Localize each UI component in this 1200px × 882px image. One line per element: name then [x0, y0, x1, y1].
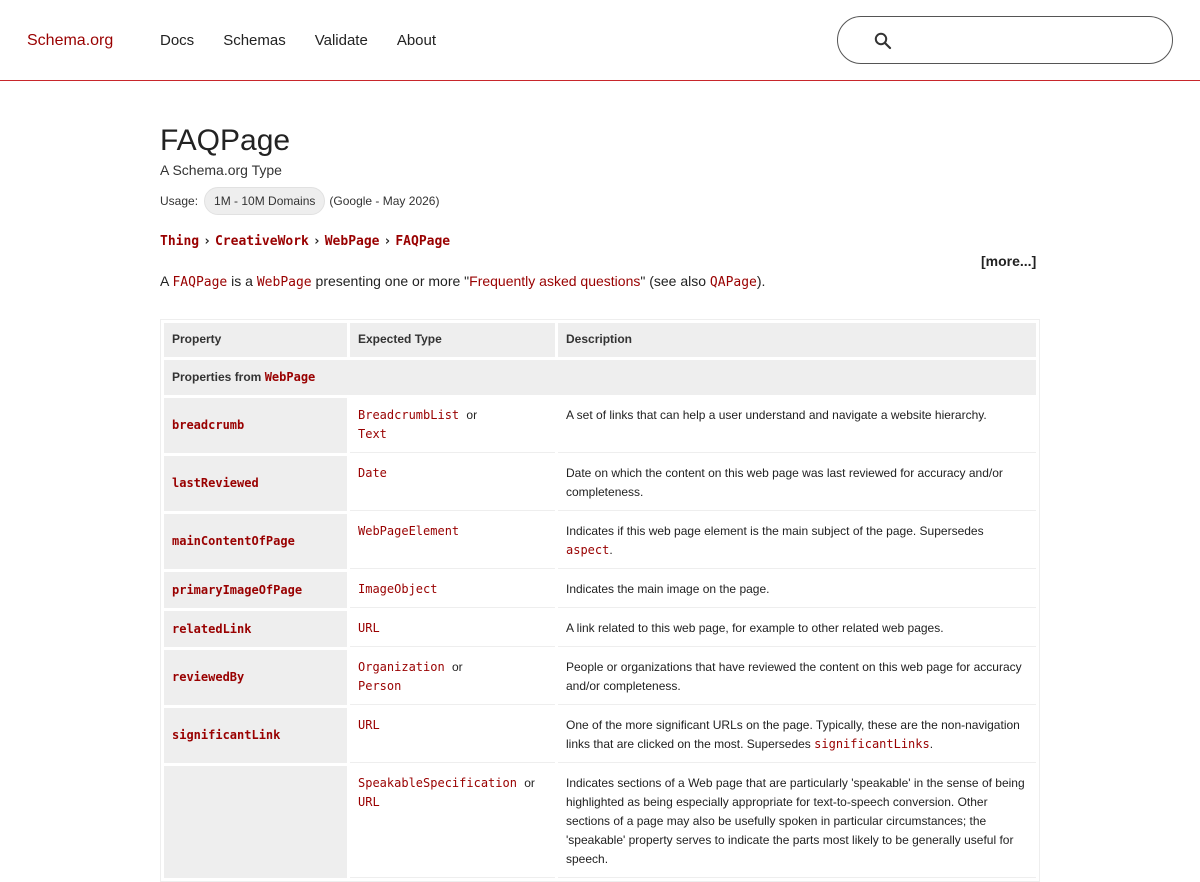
property-link[interactable]: lastReviewed [172, 476, 259, 490]
description-link-webpage[interactable]: WebPage [256, 275, 312, 290]
breadcrumb-faqpage[interactable]: FAQPage [395, 234, 451, 249]
property-name-cell [164, 766, 347, 878]
nav-about[interactable]: About [396, 32, 437, 49]
expected-type-cell [350, 514, 555, 569]
breadcrumb-separator: › [383, 234, 392, 249]
table-row [164, 611, 1036, 647]
expected-type-cell [350, 572, 555, 608]
page-subtitle: A Schema.org Type [160, 162, 282, 178]
type-link[interactable]: SpeakableSpecification [358, 776, 517, 790]
search-box[interactable] [837, 16, 1173, 64]
breadcrumb-separator: › [312, 234, 321, 249]
search-icon[interactable] [874, 32, 892, 50]
or-text: or [466, 408, 478, 422]
or-text: or [451, 660, 463, 674]
usage-info [160, 187, 439, 215]
property-name-cell [164, 650, 347, 705]
description-cell [558, 514, 1036, 569]
breadcrumb-separator: › [203, 234, 211, 249]
group-header [164, 360, 1036, 395]
property-name-cell [164, 514, 347, 569]
description-cell [558, 456, 1036, 511]
description-text: Indicates if this web page element is the main subject of the page. Supersedes [566, 524, 984, 538]
properties-body [164, 360, 1036, 878]
description-text: " (see also [640, 273, 710, 289]
description-cell [558, 398, 1036, 453]
property-name-cell [164, 611, 347, 647]
property-link[interactable]: relatedLink [172, 621, 252, 636]
description-cell [558, 766, 1036, 878]
table-row [164, 514, 1036, 569]
type-link[interactable]: ImageObject [358, 582, 438, 596]
description-text: . [609, 543, 613, 557]
more-link[interactable]: [more...] [981, 253, 1037, 269]
type-link[interactable]: URL [358, 718, 380, 732]
type-link[interactable]: BreadcrumbList [358, 408, 460, 422]
property-name-cell [164, 456, 347, 511]
usage-source: (Google - May 2026) [329, 194, 440, 208]
description-text: presenting one or more " [311, 273, 470, 289]
expected-type-cell [350, 766, 555, 878]
property-link[interactable]: breadcrumb [172, 418, 245, 432]
site-logo[interactable]: Schema.org [27, 32, 114, 49]
table-row [164, 398, 1036, 453]
property-name-cell [164, 398, 347, 453]
property-name-cell [164, 708, 347, 763]
table-row [164, 708, 1036, 763]
description-text: A [160, 273, 173, 289]
group-label: Properties from [172, 370, 265, 384]
description-cell [558, 611, 1036, 647]
property-link[interactable]: mainContentOfPage [172, 534, 295, 548]
description-text: A set of links that can help a user understand and navigate a website hierarchy. [566, 408, 987, 422]
description-text: People or organizations that have reviewed the content on this web page for accuracy and/or completeness. [566, 660, 1022, 693]
description-text: One of the more significant URLs on the page. Typically, these are the non-navigation links that are clicked on the most. Supersedes [566, 718, 1020, 751]
expected-type-cell [350, 650, 555, 705]
description-cell [558, 708, 1036, 763]
table-row [164, 766, 1036, 878]
table-row [164, 650, 1036, 705]
description-text: A link related to this web page, for example to other related web pages. [566, 621, 944, 635]
type-description [160, 273, 765, 290]
property-link[interactable]: significantLink [172, 728, 281, 742]
nav-validate[interactable]: Validate [314, 32, 368, 49]
expected-type-cell [350, 708, 555, 763]
expected-type-cell [350, 398, 555, 453]
description-text: ). [756, 273, 766, 289]
description-text: Date on which the content on this web page was last reviewed for accuracy and/or completeness. [566, 466, 1003, 499]
breadcrumb-webpage[interactable]: WebPage [324, 234, 380, 249]
search-input[interactable] [902, 27, 1152, 55]
usage-badge: 1M - 10M Domains [204, 187, 325, 215]
page-title: FAQPage [160, 124, 291, 157]
description-cell [558, 572, 1036, 608]
supersedes-link[interactable]: aspect [566, 543, 610, 557]
site-header [0, 0, 1200, 81]
group-link-webpage[interactable]: WebPage [264, 370, 316, 384]
table-row [164, 456, 1036, 511]
property-link[interactable]: reviewedBy [172, 670, 245, 684]
breadcrumb-thing[interactable]: Thing [160, 234, 200, 249]
type-link[interactable]: WebPageElement [358, 524, 460, 538]
type-link[interactable]: URL [358, 621, 380, 635]
nav-docs[interactable]: Docs [160, 32, 195, 49]
header-property: Property [164, 323, 347, 357]
property-name-cell [164, 572, 347, 608]
table-header-row [164, 323, 1036, 357]
type-link[interactable]: Person [358, 679, 402, 693]
type-link[interactable]: Text [358, 427, 387, 441]
expected-type-cell [350, 456, 555, 511]
type-link[interactable]: URL [358, 795, 380, 809]
breadcrumb-creativework[interactable]: CreativeWork [214, 234, 309, 249]
header-description: Description [558, 323, 1036, 357]
group-row [164, 360, 1036, 395]
type-link[interactable]: Date [358, 466, 387, 480]
header-expected-type: Expected Type [350, 323, 555, 357]
table-row [164, 572, 1036, 608]
property-link[interactable]: primaryImageOfPage [172, 582, 303, 597]
description-text: . [929, 737, 934, 751]
description-link-qapage[interactable]: QAPage [709, 275, 757, 290]
description-link-faq[interactable]: Frequently asked questions [469, 273, 641, 289]
supersedes-link[interactable]: significantLinks [814, 737, 930, 751]
type-link[interactable]: Organization [358, 660, 445, 674]
properties-table [160, 319, 1040, 882]
description-text: is a [227, 273, 257, 289]
description-text: Indicates the main image on the page. [566, 582, 770, 596]
description-text: Indicates sections of a Web page that are particularly 'speakable' in the sense of being highlighted as being especially appropriate for text-to-speech conversion. Other sections of a page may also be usefully spoken in particular circumstances; the 'speakable' property serves to indicate the parts most likely to be generally useful for speech. [566, 776, 1025, 866]
breadcrumb [160, 234, 450, 249]
main-nav [160, 31, 465, 51]
expected-type-cell [350, 611, 555, 647]
usage-label: Usage: [160, 194, 199, 208]
description-link-faqpage[interactable]: FAQPage [172, 275, 228, 290]
or-text: or [524, 776, 535, 790]
nav-schemas[interactable]: Schemas [223, 32, 286, 49]
description-cell [558, 650, 1036, 705]
